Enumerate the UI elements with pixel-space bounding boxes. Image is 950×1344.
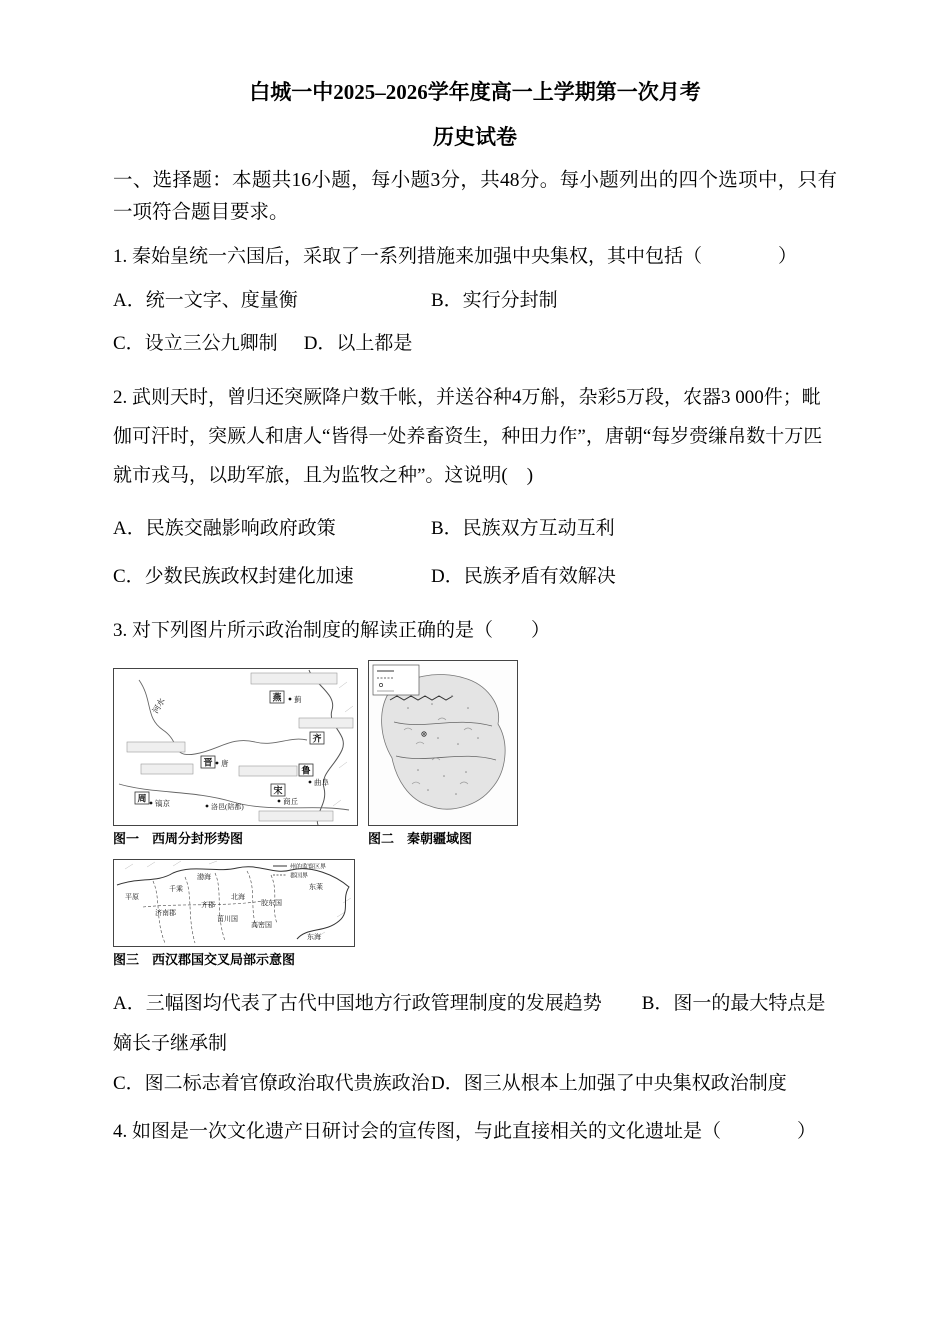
q2-option-c: C．少数民族政权封建化加速 xyxy=(113,565,354,587)
fig1-label-shangqiu: 商丘 xyxy=(283,796,298,806)
fig2-capital-marker-inner xyxy=(423,733,425,735)
fig1-label-yan: 燕 xyxy=(272,692,282,703)
q2-option-a: A．民族交融影响政府政策 xyxy=(113,517,336,539)
q3-option-b: B．图一的最大特点是嫡长子继承制 xyxy=(113,992,826,1054)
fig2-qin-territory-map-image xyxy=(368,660,518,826)
fig1-western-zhou-map-image xyxy=(113,668,358,826)
fig3-label-donghai: 东海 xyxy=(307,932,321,941)
question-3-options-ab xyxy=(113,984,837,1064)
fig3-label-pingyuan: 平原 xyxy=(125,892,139,901)
q1-option-b: B．实行分封制 xyxy=(431,289,558,311)
fig1-label-ji: 蓟 xyxy=(294,694,302,704)
fig2-caption: 图二 秦朝疆域图 xyxy=(368,830,473,846)
fig3-label-zichuan: 菑川国 xyxy=(217,914,238,923)
fig1-label-zhou: 周 xyxy=(137,793,147,804)
exam-title: 白城一中2025–2026学年度高一上学期第一次月考 xyxy=(249,80,701,104)
question-1 xyxy=(113,242,837,358)
fig1-label-song: 宋 xyxy=(273,785,283,796)
q2-option-d: D．民族矛盾有效解决 xyxy=(431,565,616,587)
fig3-caption: 图三 西汉郡国交叉局部示意图 xyxy=(113,951,296,967)
fig3-label-jinan: 济南郡 xyxy=(155,908,176,917)
question-4-stem: 4. 如图是一次文化遗产日研讨会的宣传图，与此直接相关的文化遗址是（ ） xyxy=(113,1120,817,1142)
question-4 xyxy=(113,1117,837,1147)
fig3-legend-line1: 州的监察区界 xyxy=(290,864,327,871)
fig1-label-qi: 齐 xyxy=(312,733,322,744)
exam-subject-title: 历史试卷 xyxy=(433,125,517,150)
fig1-figure xyxy=(113,668,358,847)
q2-option-b: B．民族双方互动互利 xyxy=(431,517,615,539)
q1-option-a: A．统一文字、度量衡 xyxy=(113,289,298,311)
fig3-figure xyxy=(113,859,837,968)
question-1-options-ab xyxy=(113,287,837,315)
question-2-options-cd xyxy=(113,563,837,591)
section-instructions: 一、选择题：本题共16小题，每小题3分，共48分。每小题列出的四个选项中，只有一项符合题目要求。 xyxy=(113,169,837,223)
question-3 xyxy=(113,611,837,1104)
q1-option-c: C．设立三公九卿制 xyxy=(113,332,278,354)
fig3-label-qijun: 齐郡 xyxy=(201,900,215,909)
question-3-stem: 3. 对下列图片所示政治制度的解读正确的是（ ） xyxy=(113,619,551,641)
fig1-label-jin: 晋 xyxy=(203,757,213,768)
question-2 xyxy=(113,378,837,591)
fig3-legend-line2: 郡国界 xyxy=(290,873,309,880)
fig1-label-haojing: 镐京 xyxy=(155,798,170,808)
fig2-figure xyxy=(368,660,518,847)
fig2-legend-box xyxy=(373,665,419,695)
question-1-stem: 1. 秦始皇统一六国后，采取了一系列措施来加强中央集权，其中包括（ ） xyxy=(113,245,798,267)
fig1-label-luoyi: 洛邑(陪都) xyxy=(211,802,244,811)
fig1-label-heshui: 河水 xyxy=(150,696,167,715)
fig3-label-gaomi: 高密国 xyxy=(251,920,272,929)
q1-option-d: D．以上都是 xyxy=(303,332,413,354)
question-2-options-ab xyxy=(113,515,837,543)
fig3-label-bohai: 渤海 xyxy=(197,872,211,881)
fig1-label-qufu: 曲阜 xyxy=(314,777,329,787)
fig3-label-donglai: 东莱 xyxy=(309,882,323,891)
q3-option-c: C．图二标志着官僚政治取代贵族政治 xyxy=(113,1072,430,1094)
q3-option-d: D．图三从根本上加强了中央集权政治制度 xyxy=(431,1072,787,1094)
question-1-options-cd xyxy=(113,330,837,358)
fig3-label-beihai: 北海 xyxy=(231,892,245,901)
question-3-figure-row-2 xyxy=(113,859,837,968)
question-3-options-cd xyxy=(113,1064,837,1104)
q3-option-a: A．三幅图均代表了古代中国地方行政管理制度的发展趋势 xyxy=(113,992,602,1014)
fig3-label-jiaodong: 胶东国 xyxy=(261,898,282,907)
question-2-stem: 2. 武则天时，曾归还突厥降户数千帐，并送谷种4万斛，杂彩5万段，农器3 000件；毗伽可汗时，突厥人和唐人“皆得一处养畜资生，种田力作”，唐朝“每岁赍缣帛数十万匹就市戎马，以助军旅，且为监牧之种”。这说明( ) xyxy=(113,386,823,486)
question-3-figure-row-1 xyxy=(113,660,837,847)
fig1-label-tang: 唐 xyxy=(221,758,229,768)
fig3-western-han-map-image xyxy=(113,859,355,947)
fig1-caption: 图一 西周分封形势图 xyxy=(113,830,244,846)
fig1-label-lu: 鲁 xyxy=(301,765,311,776)
fig3-label-qiancheng: 千乘 xyxy=(169,884,183,893)
